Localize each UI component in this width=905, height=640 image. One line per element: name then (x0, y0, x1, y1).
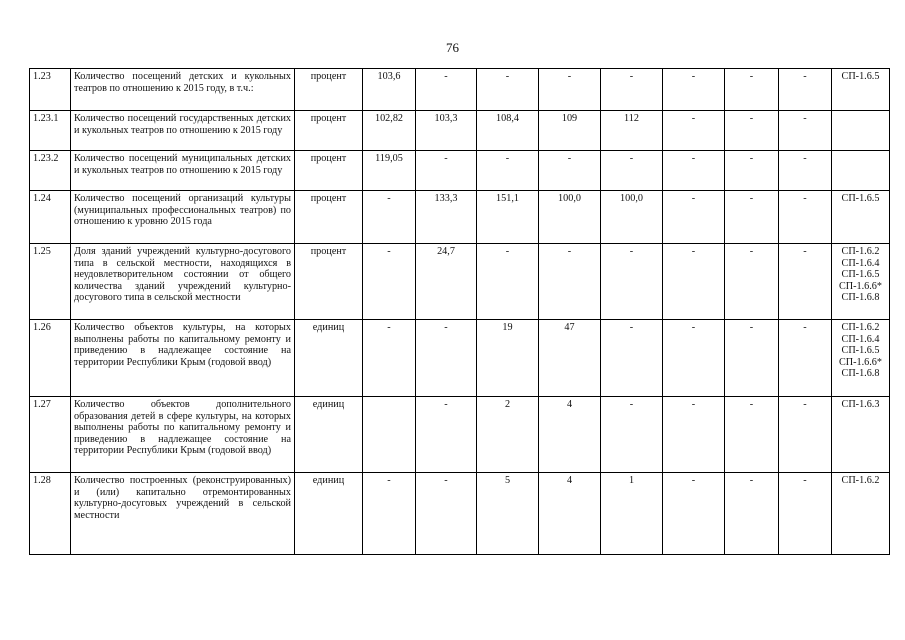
reference-cell (832, 151, 890, 191)
value-cell: - (663, 69, 725, 111)
value-cell: - (539, 151, 601, 191)
indicator-name-cell: Количество построенных (реконструированных) и (или) капитально отремонтированных культурно-досуговых учреждений в сельской местности (71, 473, 295, 555)
value-cell: 47 (539, 320, 601, 397)
row-number-cell: 1.27 (30, 397, 71, 473)
value-cell: - (663, 151, 725, 191)
reference-cell: СП-1.6.5 (832, 69, 890, 111)
value-cell: - (663, 111, 725, 151)
value-cell: - (779, 69, 832, 111)
value-cell: 100,0 (539, 191, 601, 244)
value-cell: 100,0 (601, 191, 663, 244)
value-cell: 119,05 (363, 151, 416, 191)
value-cell: - (779, 151, 832, 191)
value-cell: - (601, 69, 663, 111)
value-cell: - (416, 473, 477, 555)
value-cell: - (539, 69, 601, 111)
table-row (30, 320, 890, 397)
value-cell: 103,3 (416, 111, 477, 151)
value-cell: - (725, 244, 779, 320)
value-cell: - (416, 320, 477, 397)
value-cell: - (363, 244, 416, 320)
value-cell: 108,4 (477, 111, 539, 151)
indicator-name-cell: Количество объектов культуры, на которых выполнены работы по капитальному ремонту и приведению в надлежащее состояние на территории Республики Крым (годовой ввод) (71, 320, 295, 397)
value-cell: - (779, 244, 832, 320)
unit-cell: процент (295, 151, 363, 191)
table-row (30, 151, 890, 191)
table-row (30, 397, 890, 473)
value-cell: 1 (601, 473, 663, 555)
value-cell: 103,6 (363, 69, 416, 111)
value-cell: - (663, 191, 725, 244)
indicator-name-cell: Количество посещений муниципальных детских и кукольных театров по отношению к 2015 году (71, 151, 295, 191)
value-cell: - (779, 320, 832, 397)
value-cell: - (663, 397, 725, 473)
reference-cell: СП-1.6.2 СП-1.6.4 СП-1.6.5 СП-1.6.6* СП-1.6.8 (832, 320, 890, 397)
table-row (30, 69, 890, 111)
value-cell: - (601, 397, 663, 473)
value-cell: 109 (539, 111, 601, 151)
unit-cell: процент (295, 244, 363, 320)
indicators-table (29, 68, 890, 555)
value-cell: 102,82 (363, 111, 416, 151)
value-cell: - (363, 320, 416, 397)
reference-cell: СП-1.6.3 (832, 397, 890, 473)
row-number-cell: 1.23 (30, 69, 71, 111)
value-cell: - (725, 69, 779, 111)
indicator-name-cell: Количество посещений организаций культуры (муниципальных профессиональных театров) по отношению к уровню 2015 года (71, 191, 295, 244)
value-cell: - (725, 151, 779, 191)
table-row (30, 111, 890, 151)
table-row (30, 244, 890, 320)
value-cell: - (779, 111, 832, 151)
value-cell: 5 (477, 473, 539, 555)
unit-cell: процент (295, 191, 363, 244)
value-cell: - (601, 244, 663, 320)
row-number-cell: 1.26 (30, 320, 71, 397)
row-number-cell: 1.23.2 (30, 151, 71, 191)
unit-cell: единиц (295, 397, 363, 473)
value-cell: - (663, 320, 725, 397)
value-cell: - (539, 244, 601, 320)
value-cell: 24,7 (416, 244, 477, 320)
value-cell: - (601, 320, 663, 397)
table-row (30, 473, 890, 555)
value-cell: 151,1 (477, 191, 539, 244)
value-cell: 112 (601, 111, 663, 151)
value-cell: - (725, 397, 779, 473)
value-cell: - (416, 397, 477, 473)
row-number-cell: 1.28 (30, 473, 71, 555)
indicator-name-cell: Количество посещений детских и кукольных театров по отношению к 2015 году, в т.ч.: (71, 69, 295, 111)
value-cell: - (601, 151, 663, 191)
unit-cell: процент (295, 111, 363, 151)
value-cell (363, 397, 416, 473)
unit-cell: единиц (295, 473, 363, 555)
unit-cell: процент (295, 69, 363, 111)
row-number-cell: 1.24 (30, 191, 71, 244)
indicator-name-cell: Количество объектов дополнительного образования детей в сфере культуры, на которых выполнены работы по капитальному ремонту и приведению в надлежащее состояние на территории Республики Крым (годовой ввод) (71, 397, 295, 473)
value-cell: - (725, 111, 779, 151)
value-cell: 2 (477, 397, 539, 473)
row-number-cell: 1.23.1 (30, 111, 71, 151)
value-cell: 133,3 (416, 191, 477, 244)
row-number-cell: 1.25 (30, 244, 71, 320)
unit-cell: единиц (295, 320, 363, 397)
value-cell: - (725, 320, 779, 397)
value-cell: 19 (477, 320, 539, 397)
value-cell: - (363, 191, 416, 244)
reference-cell: СП-1.6.5 (832, 191, 890, 244)
value-cell: - (477, 151, 539, 191)
reference-cell: СП-1.6.2 (832, 473, 890, 555)
value-cell: - (663, 244, 725, 320)
value-cell: - (779, 191, 832, 244)
value-cell: - (416, 151, 477, 191)
indicator-name-cell: Количество посещений государственных детских и кукольных театров по отношению к 2015 году (71, 111, 295, 151)
value-cell: - (663, 473, 725, 555)
table-body (30, 69, 890, 555)
reference-cell (832, 111, 890, 151)
reference-cell: СП-1.6.2 СП-1.6.4 СП-1.6.5 СП-1.6.6* СП-1.6.8 (832, 244, 890, 320)
value-cell: 4 (539, 397, 601, 473)
page-number: 76 (446, 40, 459, 55)
value-cell: - (779, 473, 832, 555)
indicator-name-cell: Доля зданий учреждений культурно-досугового типа в сельской местности, находящихся в неудовлетворительном состоянии от общего количества зданий учреждений культурно-досугового типа в сельской местности (71, 244, 295, 320)
value-cell: - (477, 244, 539, 320)
value-cell: - (725, 473, 779, 555)
value-cell: - (477, 69, 539, 111)
value-cell: - (416, 69, 477, 111)
value-cell: 4 (539, 473, 601, 555)
value-cell: - (725, 191, 779, 244)
value-cell: - (363, 473, 416, 555)
value-cell: - (779, 397, 832, 473)
table-row (30, 191, 890, 244)
